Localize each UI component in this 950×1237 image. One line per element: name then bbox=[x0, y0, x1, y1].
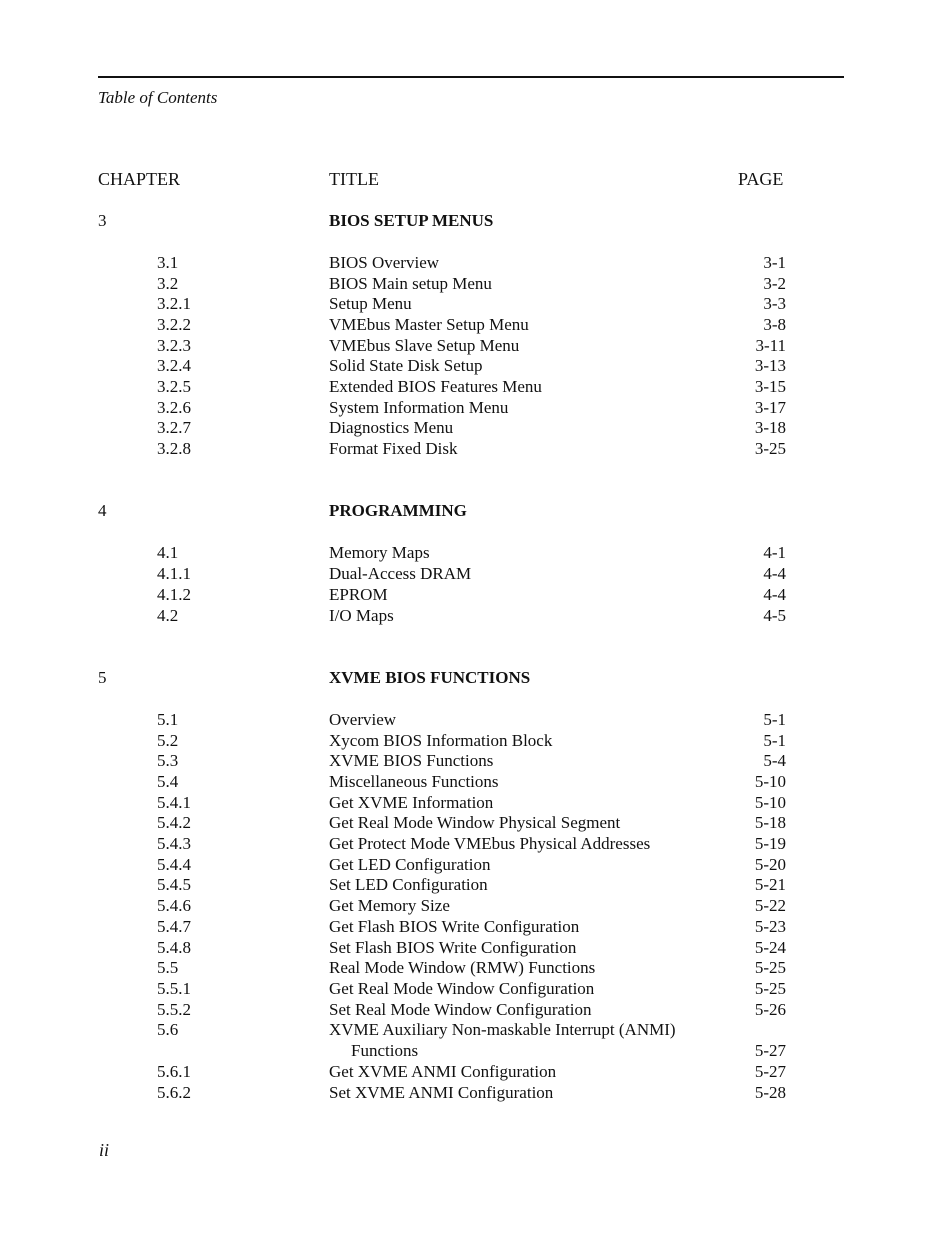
toc-entry bbox=[0, 1082, 950, 1103]
section-number: 3.2.5 bbox=[157, 377, 191, 396]
section-number: 3.2.7 bbox=[157, 418, 191, 437]
section-number: 3.2.2 bbox=[157, 315, 191, 334]
page-number: 3-15 bbox=[754, 377, 786, 396]
page-number: 5-18 bbox=[754, 813, 786, 832]
section-number: 5.4.7 bbox=[157, 917, 191, 936]
section-number: 3.1 bbox=[157, 253, 179, 272]
page-number: 5-27 bbox=[754, 1062, 786, 1081]
page-number: 3-3 bbox=[763, 294, 786, 313]
chapter-heading bbox=[0, 667, 950, 689]
section-number: 5.5.1 bbox=[157, 979, 191, 998]
toc-entry bbox=[0, 895, 950, 916]
toc-entry bbox=[0, 314, 950, 335]
section-number: 5.4.8 bbox=[157, 938, 191, 957]
section-number: 5.4.6 bbox=[157, 896, 191, 915]
top-rule bbox=[98, 76, 844, 78]
page-number: 5-20 bbox=[754, 855, 786, 874]
column-header-chapter: CHAPTER bbox=[98, 169, 181, 189]
section-title: Get Protect Mode VMEbus Physical Addresses bbox=[329, 834, 651, 853]
chapter-number: 5 bbox=[98, 668, 107, 687]
section-number: 5.3 bbox=[157, 751, 179, 770]
section-title: VMEbus Master Setup Menu bbox=[329, 315, 529, 334]
section-title: Dual-Access DRAM bbox=[329, 564, 472, 583]
page-number: 5-25 bbox=[754, 958, 786, 977]
section-title: Set Flash BIOS Write Configuration bbox=[329, 938, 577, 957]
page-number: 4-1 bbox=[763, 543, 786, 562]
section-title: Xycom BIOS Information Block bbox=[329, 731, 553, 750]
section-number: 4.1 bbox=[157, 543, 179, 562]
toc-entry bbox=[0, 833, 950, 854]
toc-entry bbox=[0, 709, 950, 730]
toc-entry bbox=[0, 376, 950, 397]
page-number: 5-19 bbox=[754, 834, 786, 853]
section-title: Setup Menu bbox=[329, 294, 412, 313]
toc-entry bbox=[0, 252, 950, 273]
toc-entry bbox=[0, 957, 950, 978]
page-number: 5-26 bbox=[754, 1000, 786, 1019]
section-number: 5.4.3 bbox=[157, 834, 191, 853]
section-number: 5.6 bbox=[157, 1020, 179, 1039]
toc-entry bbox=[0, 542, 950, 563]
section-number: 3.2.6 bbox=[157, 398, 191, 417]
page-folio: ii bbox=[99, 1140, 110, 1160]
section-number: 5.4.2 bbox=[157, 813, 191, 832]
page-number: 5-25 bbox=[754, 979, 786, 998]
section-number: 5.4.1 bbox=[157, 793, 191, 812]
chapter-number: 4 bbox=[98, 501, 107, 520]
toc-entry bbox=[0, 874, 950, 895]
chapter-title: PROGRAMMING bbox=[329, 501, 467, 520]
section-number: 3.2.3 bbox=[157, 336, 191, 355]
section-title: Diagnostics Menu bbox=[329, 418, 454, 437]
toc-entry bbox=[0, 293, 950, 314]
toc-entry bbox=[0, 335, 950, 356]
toc-entry bbox=[0, 730, 950, 751]
page-number: 5-28 bbox=[754, 1083, 786, 1102]
toc-entry bbox=[0, 812, 950, 833]
toc-entry bbox=[0, 750, 950, 771]
section-number: 5.5.2 bbox=[157, 1000, 191, 1019]
section-number: 3.2.1 bbox=[157, 294, 191, 313]
section-title: Functions bbox=[351, 1041, 419, 1060]
section-title: Get Flash BIOS Write Configuration bbox=[329, 917, 580, 936]
toc-entry bbox=[0, 355, 950, 376]
page-number: 5-10 bbox=[754, 772, 786, 791]
section-number: 5.4.4 bbox=[157, 855, 191, 874]
section-title: Overview bbox=[329, 710, 397, 729]
section-title: Get Real Mode Window Configuration bbox=[329, 979, 595, 998]
page-number: 5-23 bbox=[754, 917, 786, 936]
toc-entry-continuation bbox=[0, 1040, 950, 1061]
section-title: Get XVME ANMI Configuration bbox=[329, 1062, 557, 1081]
toc-entry bbox=[0, 397, 950, 418]
page-number: 3-2 bbox=[763, 274, 786, 293]
section-title: Miscellaneous Functions bbox=[329, 772, 499, 791]
column-header-page: PAGE bbox=[738, 169, 784, 189]
page-number: 3-13 bbox=[754, 356, 786, 375]
page-number: 3-17 bbox=[754, 398, 786, 417]
page-number: 5-1 bbox=[763, 731, 786, 750]
toc-entry bbox=[0, 792, 950, 813]
page-number: 5-10 bbox=[754, 793, 786, 812]
section-title: System Information Menu bbox=[329, 398, 509, 417]
toc-entry bbox=[0, 937, 950, 958]
section-title: XVME Auxiliary Non-maskable Interrupt (ANMI) bbox=[329, 1020, 676, 1039]
page-number: 5-21 bbox=[754, 875, 786, 894]
section-title: EPROM bbox=[329, 585, 388, 604]
toc-entry bbox=[0, 916, 950, 937]
section-title: BIOS Overview bbox=[329, 253, 440, 272]
page-number: 3-1 bbox=[763, 253, 786, 272]
section-number: 4.1.2 bbox=[157, 585, 191, 604]
toc-entry bbox=[0, 1061, 950, 1082]
page-number: 3-8 bbox=[763, 315, 786, 334]
section-number: 5.4.5 bbox=[157, 875, 191, 894]
section-title: Get XVME Information bbox=[329, 793, 494, 812]
page-number: 4-5 bbox=[763, 606, 786, 625]
section-title: Memory Maps bbox=[329, 543, 430, 562]
section-title: Set Real Mode Window Configuration bbox=[329, 1000, 592, 1019]
chapter-number: 3 bbox=[98, 211, 107, 230]
section-title: VMEbus Slave Setup Menu bbox=[329, 336, 520, 355]
section-title: Get LED Configuration bbox=[329, 855, 491, 874]
section-number: 5.5 bbox=[157, 958, 179, 977]
toc-entry bbox=[0, 417, 950, 438]
section-title: Real Mode Window (RMW) Functions bbox=[329, 958, 596, 977]
section-title: Extended BIOS Features Menu bbox=[329, 377, 542, 396]
page-number: 5-4 bbox=[763, 751, 786, 770]
toc-entry bbox=[0, 273, 950, 294]
toc-entry bbox=[0, 999, 950, 1020]
chapter-heading bbox=[0, 500, 950, 522]
section-title: Get Memory Size bbox=[329, 896, 450, 915]
section-number: 4.1.1 bbox=[157, 564, 191, 583]
section-title: Set XVME ANMI Configuration bbox=[329, 1083, 554, 1102]
section-number: 5.1 bbox=[157, 710, 179, 729]
chapter-title: BIOS SETUP MENUS bbox=[329, 211, 494, 230]
toc-entry bbox=[0, 978, 950, 999]
section-number: 3.2 bbox=[157, 274, 179, 293]
page-number: 5-22 bbox=[754, 896, 786, 915]
toc-entry bbox=[0, 584, 950, 605]
toc-entry bbox=[0, 605, 950, 626]
section-number: 5.6.1 bbox=[157, 1062, 191, 1081]
page-number: 4-4 bbox=[763, 585, 786, 604]
page-number: 3-25 bbox=[754, 439, 786, 458]
running-head: Table of Contents bbox=[98, 88, 218, 107]
chapter-heading bbox=[0, 210, 950, 232]
section-title: Set LED Configuration bbox=[329, 875, 488, 894]
toc-entry bbox=[0, 563, 950, 584]
section-number: 3.2.4 bbox=[157, 356, 191, 375]
section-title: Format Fixed Disk bbox=[329, 439, 458, 458]
section-title: I/O Maps bbox=[329, 606, 394, 625]
page-number: 3-18 bbox=[754, 418, 786, 437]
section-title: Get Real Mode Window Physical Segment bbox=[329, 813, 621, 832]
page-number: 5-1 bbox=[763, 710, 786, 729]
section-title: BIOS Main setup Menu bbox=[329, 274, 492, 293]
section-number: 3.2.8 bbox=[157, 439, 191, 458]
toc-entry bbox=[0, 771, 950, 792]
page-number: 3-11 bbox=[755, 336, 786, 355]
toc-entry bbox=[0, 1019, 950, 1040]
page-number: 4-4 bbox=[763, 564, 786, 583]
page-number: 5-27 bbox=[754, 1041, 786, 1060]
section-number: 4.2 bbox=[157, 606, 179, 625]
section-title: Solid State Disk Setup bbox=[329, 356, 483, 375]
section-number: 5.2 bbox=[157, 731, 179, 750]
page-number: 5-24 bbox=[754, 938, 786, 957]
section-number: 5.6.2 bbox=[157, 1083, 191, 1102]
section-title: XVME BIOS Functions bbox=[329, 751, 494, 770]
chapter-title: XVME BIOS FUNCTIONS bbox=[329, 668, 531, 687]
toc-entry bbox=[0, 854, 950, 875]
section-number: 5.4 bbox=[157, 772, 179, 791]
column-header-title: TITLE bbox=[329, 169, 379, 189]
toc-entry bbox=[0, 438, 950, 459]
